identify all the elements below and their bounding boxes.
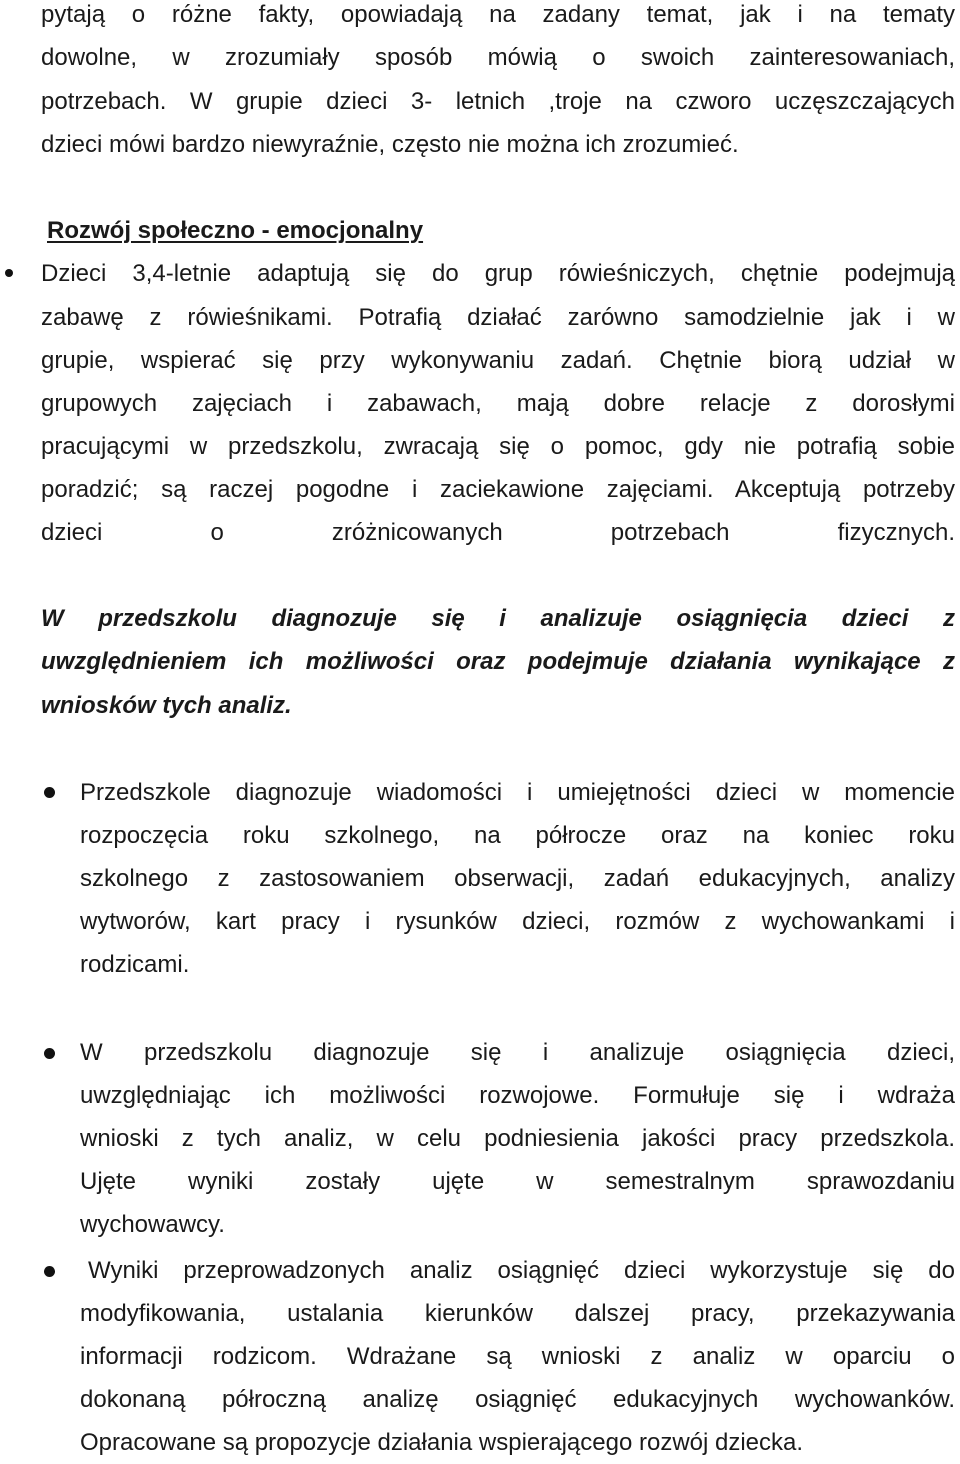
section-heading: Rozwój społeczno - emocjonalny	[47, 217, 424, 244]
bullet-3-line-4: dokonaną półroczną analizę osiągnięć edukacyjnych wychowanków.	[80, 1386, 955, 1413]
bullet-dot	[44, 1266, 55, 1277]
bullet-3-line-3: informacji rodzicom. Wdrażane są wnioski z analiz w oparciu o	[80, 1343, 955, 1370]
bullet-3-line-1: Wyniki przeprowadzonych analiz osiągnięć dzieci wykorzystuje się do	[88, 1257, 955, 1284]
bullet-2-line-5: wychowawcy.	[80, 1211, 225, 1238]
social-line-2: zabawę z rówieśnikami. Potrafią działać zarówno samodzielnie jak i w	[41, 304, 955, 331]
diagnosis-line-3: wniosków tych analiz.	[41, 692, 292, 719]
bullet-3-line-2: modyfikowania, ustalania kierunków dalszej pracy, przekazywania	[80, 1300, 955, 1327]
bullet-2-line-1: W przedszkolu diagnozuje się i analizuje osiągnięcia dzieci,	[80, 1039, 955, 1066]
bullet-1-line-1: Przedszkole diagnozuje wiadomości i umiejętności dzieci w momencie	[80, 779, 955, 806]
social-line-4: grupowych zajęciach i zabawach, mają dobre relacje z dorosłymi	[41, 390, 955, 417]
bullet-2-line-3: wnioski z tych analiz, w celu podniesienia jakości pracy przedszkola.	[80, 1125, 955, 1152]
intro-line-3: potrzebach. W grupie dzieci 3- letnich ,troje na czworo uczęszczających	[41, 88, 955, 115]
bullet-2-line-4: Ujęte wyniki zostały ujęte w semestralnym sprawozdaniu	[80, 1168, 955, 1195]
diagnosis-line-2: uwzględnieniem ich możliwości oraz podejmuje działania wynikające z	[41, 648, 955, 675]
diagnosis-line-1: W przedszkolu diagnozuje się i analizuje osiągnięcia dzieci z	[41, 605, 955, 632]
social-line-3: grupie, wspierać się przy wykonywaniu zadań. Chętnie biorą udział w	[41, 347, 955, 374]
social-line-6: poradzić; są raczej pogodne i zaciekawione zajęciami. Akceptują potrzeby	[41, 476, 955, 503]
bullet-1-line-5: rodzicami.	[80, 951, 190, 978]
social-line-7: dzieci o zróżnicowanych potrzebach fizycznych.	[41, 519, 955, 546]
bullet-1-line-4: wytworów, kart pracy i rysunków dzieci, rozmów z wychowankami i	[80, 908, 955, 935]
intro-line-4: dzieci mówi bardzo niewyraźnie, często nie można ich zrozumieć.	[41, 131, 739, 158]
social-line-1: Dzieci 3,4-letnie adaptują się do grup rówieśniczych, chętnie podejmują	[41, 260, 955, 287]
bullet-dot	[44, 1048, 55, 1059]
bullet-1-line-3: szkolnego z zastosowaniem obserwacji, zadań edukacyjnych, analizy	[80, 865, 955, 892]
intro-line-1: pytają o różne fakty, opowiadają na zadany temat, jak i na tematy	[41, 1, 955, 28]
social-line-5: pracującymi w przedszkolu, zwracają się o pomoc, gdy nie potrafią sobie	[41, 433, 955, 460]
bullet-dot	[44, 787, 55, 798]
bullet-3-line-5: Opracowane są propozycje działania wspierającego rozwój dziecka.	[80, 1429, 804, 1456]
bullet-2-line-2: uwzględniając ich możliwości rozwojowe. Formułuje się i wdraża	[80, 1082, 955, 1109]
bullet-1-line-2: rozpoczęcia roku szkolnego, na półrocze oraz na koniec roku	[80, 822, 955, 849]
bullet-dot	[5, 269, 13, 277]
intro-line-2: dowolne, w zrozumiały sposób mówią o swoich zainteresowaniach,	[41, 44, 955, 71]
